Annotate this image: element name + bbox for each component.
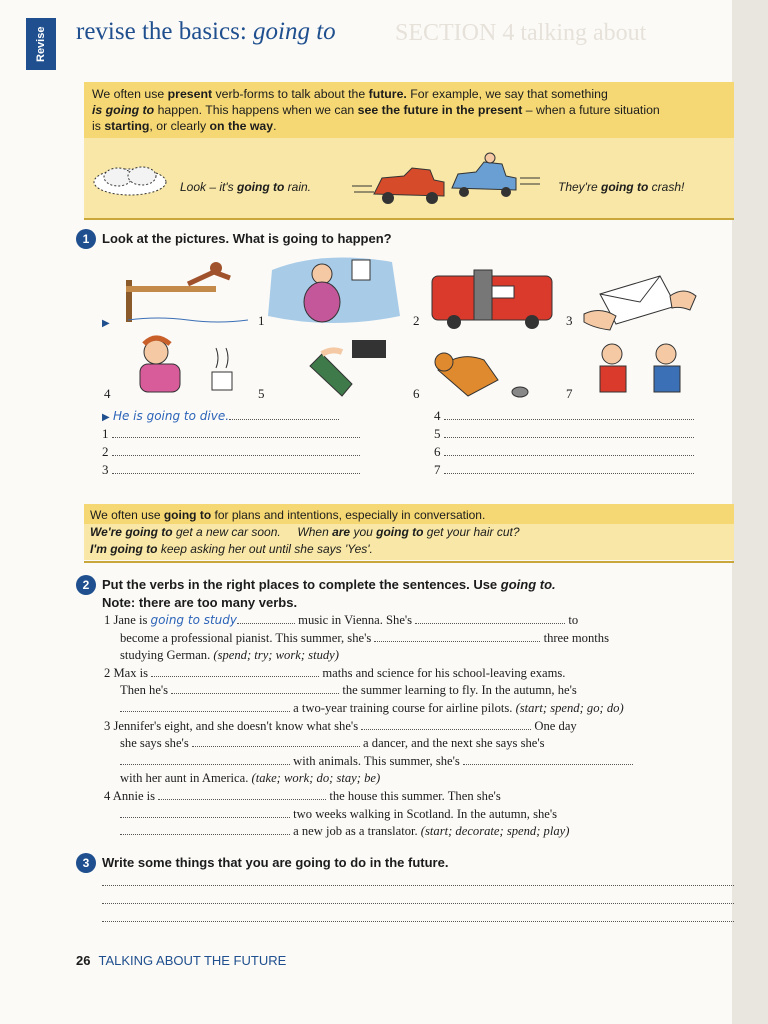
write-line-1[interactable]	[102, 874, 734, 890]
answer-row-3[interactable]: 3	[102, 462, 360, 478]
write-line-2[interactable]	[102, 892, 734, 908]
crash-caption: They're going to crash!	[558, 180, 685, 194]
sentence-4-line-2: two weeks walking in Scotland. In the autumn, she's	[104, 806, 724, 824]
plans-line-2: We're going to get a new car soon. When are you going to get your hair cut?	[90, 525, 520, 539]
exercise-2-sentences	[104, 612, 724, 841]
sentence-4-line-3: a new job as a translator. (start; decorate; spend; play)	[104, 823, 724, 841]
diver-picture	[118, 258, 258, 328]
page-edge-shadow	[732, 0, 768, 1024]
rain-cloud-illustration	[90, 160, 170, 200]
exercise-2-heading: Put the verbs in the right places to complete the sentences. Use going to.	[102, 577, 556, 592]
sentence-1-line-2: become a professional pianist. This summer, she's three months	[120, 630, 609, 645]
ghost-heading: SECTION 4 talking about	[395, 20, 647, 46]
section-rule	[84, 218, 734, 220]
exercise-2-number: 2	[76, 575, 96, 595]
sentence-3-line-3: with animals. This summer, she's	[104, 753, 724, 771]
plans-intentions-box	[84, 504, 734, 560]
intro-line-1: We often use present verb-forms to talk about the future. For example, we say that something	[92, 87, 608, 101]
woman-coffee-picture	[116, 334, 256, 402]
picture-label-6: 6	[413, 386, 420, 401]
plans-line-3: I'm going to keep asking her out until she says 'Yes'.	[90, 542, 373, 556]
sentence-2-line-1: 2 Max is maths and science for his school-leaving exams.	[104, 665, 566, 680]
section-name: TALKING ABOUT THE FUTURE	[98, 953, 287, 968]
page-footer	[76, 953, 286, 968]
example-answer-row	[102, 408, 339, 424]
picture-label-2: 2	[413, 313, 420, 328]
page-title	[76, 18, 336, 46]
intro-line-3: is starting, or clearly on the way.	[92, 119, 277, 133]
title-text: revise the basics:	[76, 18, 254, 45]
sentence-3-line-1: 3 Jennifer's eight, and she doesn't know what she's One day	[104, 718, 577, 733]
bus-picture	[424, 262, 554, 332]
exercise-3-number: 3	[76, 853, 96, 873]
sentence-2-line-3: a two-year training course for airline pilots. (start; spend; go; do)	[104, 700, 724, 718]
pregnant-woman-picture	[262, 250, 402, 330]
title-italic: going to	[253, 18, 336, 45]
exercise-1-heading: Look at the pictures. What is going to happen?	[102, 231, 392, 246]
section-rule	[84, 561, 734, 563]
revise-tab: Revise	[26, 18, 56, 70]
picture-label-5: 5	[258, 386, 265, 401]
sentence-4-line-1: 4 Annie is the house this summer. Then she's	[104, 788, 501, 803]
example-arrow-icon: ▶	[102, 318, 110, 329]
example-answer: He is going to dive.	[112, 409, 230, 423]
exercise-2-note: Note: there are too many verbs.	[102, 595, 298, 610]
letter-picture	[580, 266, 700, 336]
example-arrow-icon: ▶	[102, 412, 110, 423]
intro-line-2: is going to happen. This happens when we can see the future in the present – when a future situation	[92, 103, 660, 117]
picture-label-3: 3	[566, 313, 573, 328]
boys-fighting-picture	[582, 338, 702, 404]
sentence-3-line-2: she says she's a dancer, and the next she says she's	[120, 736, 545, 751]
rain-caption: Look – it's going to rain.	[180, 180, 312, 194]
cat-mouse-picture	[428, 340, 548, 404]
champagne-picture	[292, 334, 402, 404]
exercise-1-number: 1	[76, 229, 96, 249]
write-line-3[interactable]	[102, 910, 734, 926]
sentence-1-line-1: 1 Jane is going to study music in Vienna. She's to	[104, 613, 579, 627]
exercise-3-heading: Write some things that you are going to do in the future.	[102, 855, 449, 870]
answer-row-6[interactable]: 6	[434, 444, 694, 460]
picture-label-1: 1	[258, 313, 265, 328]
sentence-2-line-2: Then he's the summer learning to fly. In the autumn, he's	[120, 683, 577, 698]
answer-row-4[interactable]: 4	[434, 408, 694, 424]
sentence-1-line-3: studying German. (spend; try; work; study)	[120, 648, 339, 663]
picture-label-4: 4	[104, 386, 111, 401]
answer-row-5[interactable]: 5	[434, 426, 694, 442]
car-crash-illustration	[352, 148, 542, 208]
page-number: 26	[76, 953, 91, 968]
intro-box	[84, 82, 734, 142]
answer-row-7[interactable]: 7	[434, 462, 694, 478]
answer-row-2[interactable]: 2	[102, 444, 360, 460]
sentence-3-line-4: with her aunt in America. (take; work; do; stay; be)	[120, 771, 381, 786]
picture-label-7: 7	[566, 386, 573, 401]
answer-row-1[interactable]: 1	[102, 426, 360, 442]
plans-line-1: We often use going to for plans and intentions, especially in conversation.	[84, 504, 734, 524]
